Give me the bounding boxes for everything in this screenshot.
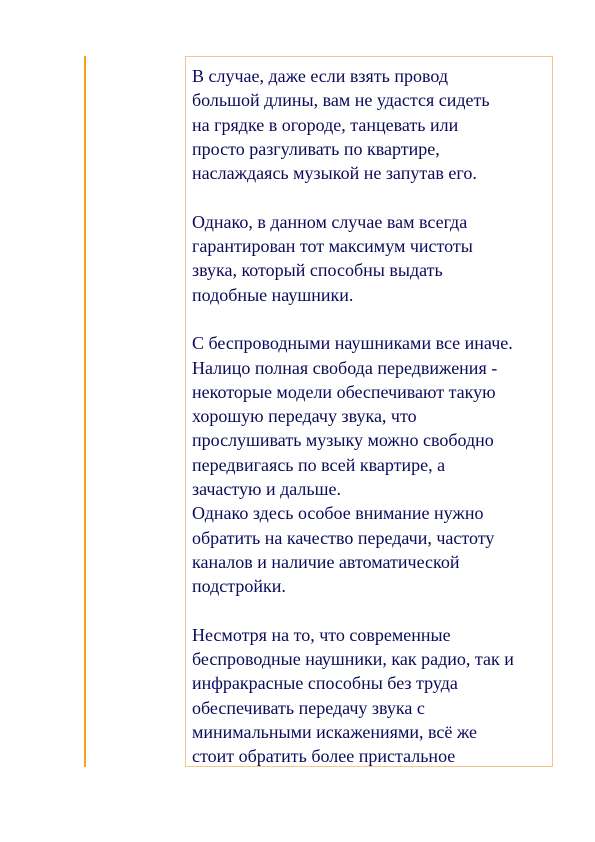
paragraph-5: Несмотря на то, что современные беспроводные наушники, как радио, так и инфракрасные способны без труда обеспечивать передачу звука с минимальными искажениями, всё же стоит обратить более пристальное	[192, 624, 514, 767]
paragraph-4: Однако здесь особое внимание нужно обратить на качество передачи, частоту каналов и наличие автоматической подстройки.	[192, 503, 495, 597]
paragraph-3: С беспроводными наушниками все иначе. Налицо полная свобода передвижения - некоторые модели обеспечивают такую хорошую передачу звука, что прослушивать музыку можно свободно передвигаясь по всей квартире, а зачастую и дальше.	[192, 333, 513, 500]
text-frame	[185, 56, 553, 767]
paragraph-1: В случае, даже если взять провод большой длины, вам не удастся сидеть на грядке в огороде, танцевать или просто разгуливать по квартире, наслаждаясь музыкой не запутав его.	[192, 66, 490, 184]
paragraph-gap	[192, 599, 548, 623]
paragraph-gap	[192, 307, 548, 331]
paragraph-gap	[192, 185, 548, 209]
left-accent-rule	[84, 56, 86, 767]
paragraph-2: Однако, в данном случае вам всегда гарантирован тот максимум чистоты звука, который способны выдать подобные наушники.	[192, 211, 473, 305]
